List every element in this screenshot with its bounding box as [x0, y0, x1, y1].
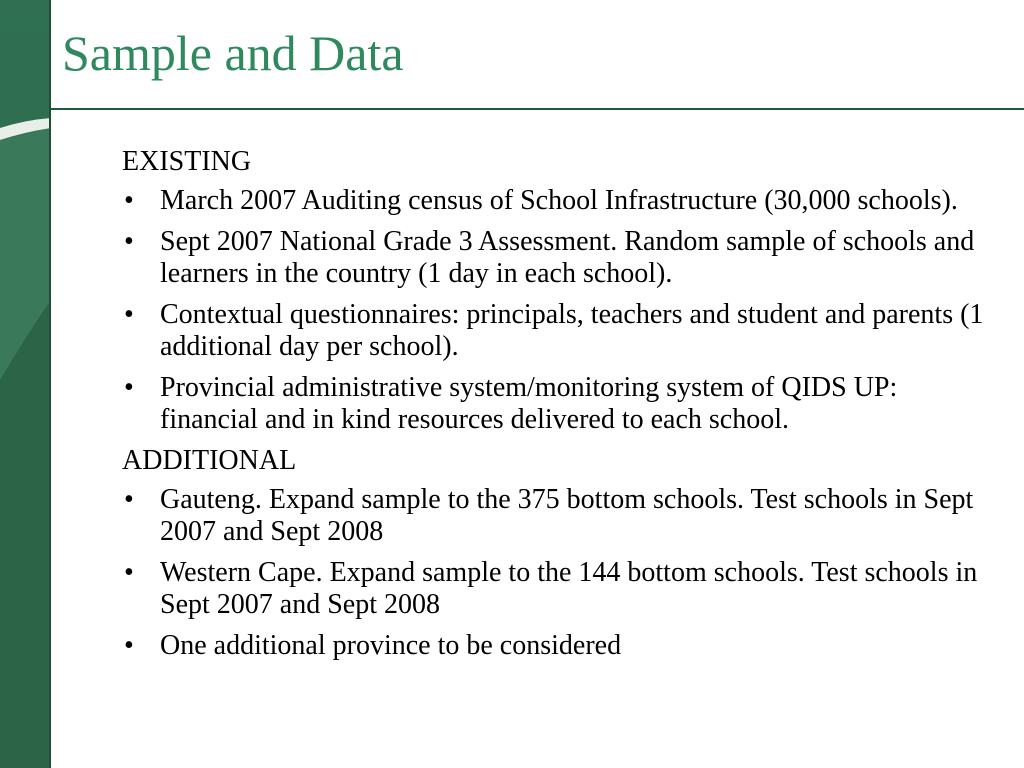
bullet-marker: • [124, 226, 134, 257]
bullet-list [122, 484, 1002, 662]
bullet-marker: • [124, 372, 134, 403]
list-item [122, 630, 1002, 662]
list-item-text: Sept 2007 National Grade 3 Assessment. Random sample of schools and learners in the country (1 day in each school). [160, 226, 975, 289]
bullet-list [122, 185, 1002, 436]
list-item-text: One additional province to be considered [160, 630, 622, 661]
list-item [122, 372, 1002, 436]
list-item-text: Contextual questionnaires: principals, teachers and student and parents (1 additional day per school). [160, 299, 984, 362]
section-heading: EXISTING [122, 146, 252, 177]
bullet-marker: • [124, 484, 134, 515]
title-divider [51, 108, 1024, 110]
list-item-text: Gauteng. Expand sample to the 375 bottom schools. Test schools in Sept 2007 and Sept 2008 [160, 484, 974, 547]
bullet-marker: • [124, 557, 134, 588]
slide-title: Sample and Data [62, 25, 404, 81]
list-item-text: March 2007 Auditing census of School Infrastructure (30,000 schools). [160, 185, 958, 216]
list-item-text: Western Cape. Expand sample to the 144 bottom schools. Test schools in Sept 2007 and Sept 2008 [160, 557, 978, 620]
bullet-marker: • [124, 299, 134, 330]
section-additional [122, 445, 1002, 662]
slide-body [122, 146, 1002, 671]
list-item [122, 226, 1002, 290]
section-existing [122, 146, 1002, 436]
decorative-sidebar [0, 0, 51, 768]
list-item-text: Provincial administrative system/monitoring system of QIDS UP: financial and in kind resources delivered to each school. [160, 372, 898, 435]
list-item [122, 299, 1002, 363]
list-item [122, 484, 1002, 548]
bullet-marker: • [124, 630, 134, 661]
sidebar-edge [49, 0, 51, 768]
list-item [122, 557, 1002, 621]
section-heading: ADDITIONAL [122, 445, 297, 476]
list-item [122, 185, 1002, 217]
bullet-marker: • [124, 185, 134, 216]
sidebar-swoosh-graphic [0, 0, 51, 768]
